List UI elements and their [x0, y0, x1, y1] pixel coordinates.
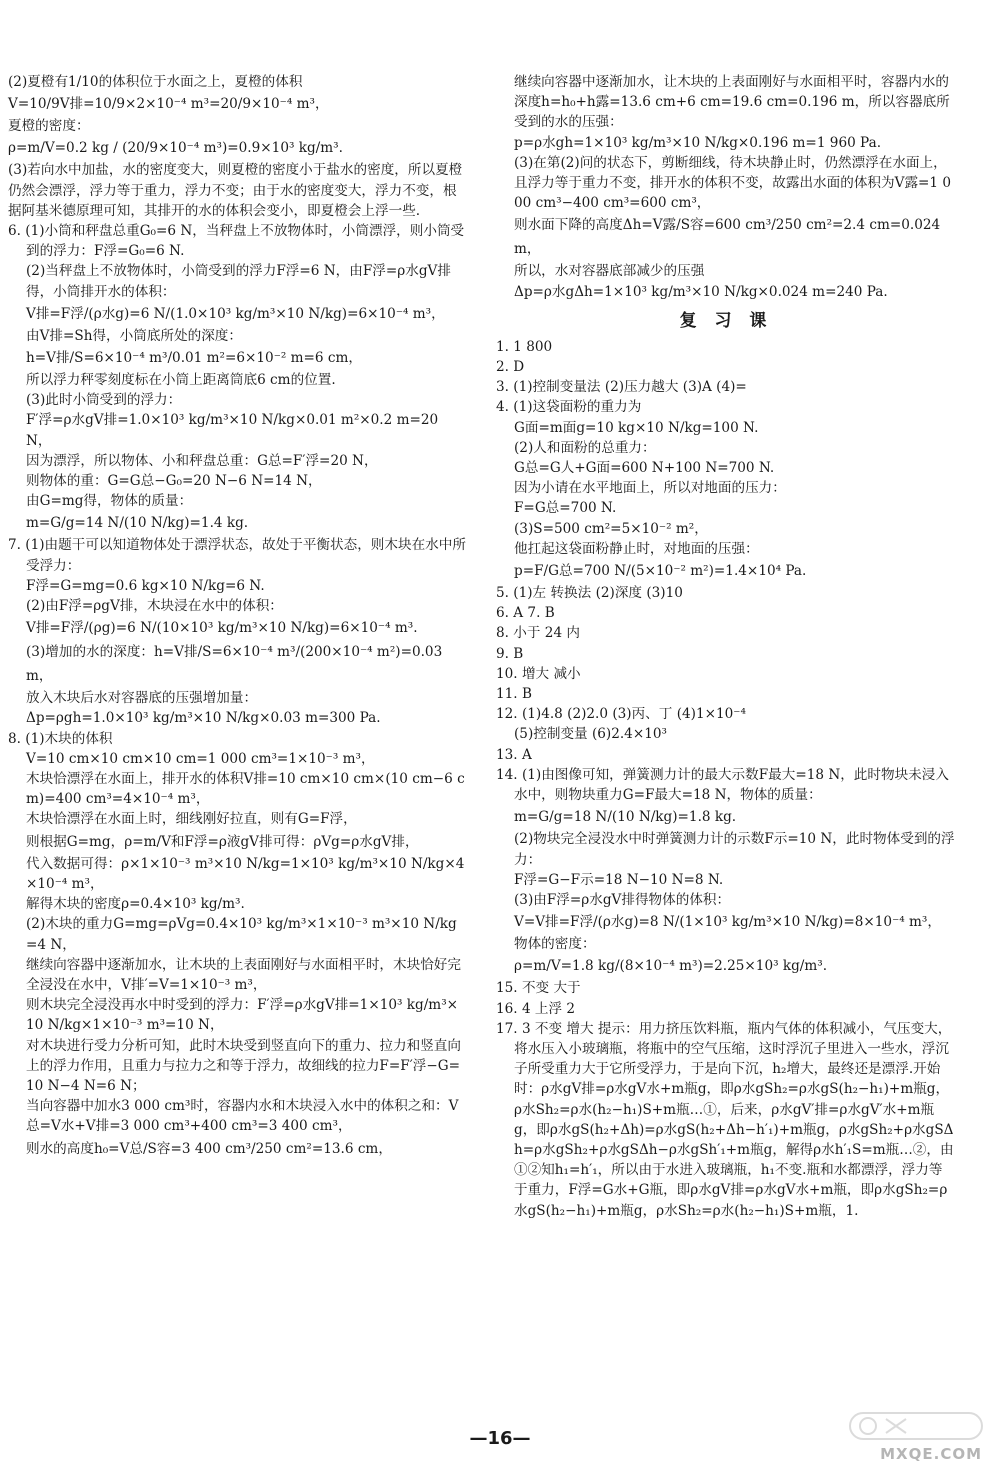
equation-line: m=G/g=18 N/(10 N/kg)=1.8 kg.: [514, 809, 737, 826]
answer-line: 他扛起这袋面粉静止时，对地面的压强：: [514, 540, 759, 557]
equation-line: G面=m面g=10 kg×10 N/kg=100 N.: [514, 419, 759, 436]
right-column: [496, 72, 956, 1221]
left-column: [8, 72, 466, 1161]
equation-line: p=F/G总=700 N/(5×10⁻² m²)=1.4×10⁴ Pa.: [514, 563, 807, 580]
review-answer: 15. 不变 大于: [496, 980, 581, 997]
equation-line: (3)增加的水的深度：h=V排/S=6×10⁻⁴ m³/(200×10⁻⁴ m²)=0.03 m，: [26, 644, 447, 685]
equation-line: ρ=m/V=1.8 kg/(8×10⁻⁴ m³)=2.25×10³ kg/m³.: [514, 958, 828, 975]
equation-line: V=10 cm×10 cm×10 cm=1 000 cm³=1×10⁻³ m³，: [26, 750, 375, 767]
answer-line: 木块恰漂浮在水面上时，细线刚好拉直，则有G=F浮，: [26, 811, 357, 828]
review-answer: 4. (1)这袋面粉的重力为: [496, 399, 642, 416]
equation-line: V=V排=F浮/(ρ水g)=8 N/(1×10³ kg/m³×10 N/kg)=8×10⁻⁴ m³，: [514, 914, 941, 931]
equation-line: F′浮=ρ水gV排=1.0×10³ kg/m³×10 N/kg×0.01 m²×0.2 m=20 N，: [26, 412, 443, 449]
review-answer: 3. (1)控制变量法 (2)压力越大 (3)A (4)=: [496, 379, 747, 396]
answer-line: 因为小请在水平地面上，所以对地面的压力：: [514, 480, 786, 497]
answer-line: 代入数据可得：ρ×1×10⁻³ m³×10 N/kg=1×10³ kg/m³×10 N/kg×4×10⁻⁴ m³，: [26, 855, 465, 892]
answer-line: 当向容器中加水3 000 cm³时，容器内水和木块浸入水中的体积之和：V总=V水+V排=3 000 cm³+400 cm³=3 400 cm³，: [26, 1098, 459, 1135]
answer-line: 由G=mg得，物体的质量：: [26, 493, 193, 510]
answer-line: (2)物块完全浸没水中时弹簧测力计的示数F示=10 N，此时物体受到的浮力：: [514, 831, 955, 868]
answer-line: (2)人和面粉的总重力：: [514, 439, 656, 456]
review-answer: 6. A 7. B: [496, 605, 555, 622]
review-answer: 13. A: [496, 746, 532, 763]
review-answer: 10. 增大 减小: [496, 665, 581, 682]
watermark-logo-icon: [846, 1409, 986, 1443]
equation-line: 则水的高度h₀=V总/S容=3 400 cm³/250 cm²=13.6 cm，: [26, 1140, 392, 1157]
equation-line: V排=F浮/(ρ水g)=6 N/(1.0×10³ kg/m³×10 N/kg)=6×10⁻⁴ m³，: [26, 305, 445, 322]
equation-line: 则根据G=mg，ρ=m/V和F浮=ρ液gV排可得：ρVg=ρ水gV排，: [26, 833, 419, 850]
equation-line: V排=F浮/(ρg)=6 N/(10×10³ kg/m³×10 N/kg)=6×10⁻⁴ m³.: [26, 620, 418, 637]
review-answer: 16. 4 上浮 2: [496, 1000, 576, 1017]
review-answer: 8. 小于 24 内: [496, 625, 581, 642]
answer-line: 木块恰漂浮在水面上，排开水的体积V排=10 cm×10 cm×(10 cm−6 cm)=400 cm³=4×10⁻⁴ m³，: [26, 771, 465, 808]
equation-line: F浮=G−F示=18 N−10 N=8 N.: [514, 871, 724, 888]
review-answer: 1. 1 800: [496, 338, 553, 355]
equation-line: Δp=ρ水gΔh=1×10³ kg/m³×10 N/kg×0.024 m=240 Pa.: [514, 283, 888, 300]
equation-line: G总=G人+G面=600 N+100 N=700 N.: [514, 460, 775, 477]
question-6: 6. (1)小筒和秤盘总重G₀=6 N，当秤盘上不放物体时，小筒漂浮，则小筒受到的浮力：F浮=G₀=6 N.: [8, 223, 465, 260]
equation-line: (3)S=500 cm²=5×10⁻² m²，: [514, 520, 708, 537]
answer-line: 则木块完全浸没再水中时受到的浮力：F′浮=ρ水gV排=1×10³ kg/m³×10 N/kg×1×10⁻³ m³=10 N，: [26, 997, 459, 1034]
answer-line: (3)由F浮=ρ水gV排得物体的体积：: [514, 891, 731, 908]
answer-line: 对木块进行受力分析可知，此时木块受到竖直向下的重力、拉力和竖直向上的浮力作用，且重力与拉力之和等于浮力，故细线的拉力F=F′浮−G=10 N−4 N=6 N；: [26, 1037, 461, 1094]
review-answer: 5. (1)左 转换法 (2)深度 (3)10: [496, 585, 683, 602]
answer-line: (2)木块的重力G=mg=ρVg=0.4×10³ kg/m³×1×10⁻³ m³×10 N/kg=4 N，: [26, 916, 457, 953]
equation-line: p=ρ水gh=1×10³ kg/m³×10 N/kg×0.196 m=1 960 Pa.: [514, 134, 882, 151]
equation-line: F=G总=700 N.: [514, 500, 617, 517]
answer-line: 则物体的重：G=G总−G₀=20 N−6 N=14 N，: [26, 473, 322, 490]
answer-line: 物体的密度：: [514, 936, 596, 953]
answer-line: 所以，水对容器底部减少的压强: [514, 263, 705, 280]
answer-line: (2)夏橙有1/10的体积位于水面之上，夏橙的体积: [8, 74, 303, 90]
answer-line: (2)当秤盘上不放物体时，小筒受到的浮力F浮=6 N，由F浮=ρ水gV排得，小筒排开水的体积：: [26, 263, 451, 300]
equation-line: m=G/g=14 N/(10 N/kg)=1.4 kg.: [26, 515, 249, 532]
answer-line: 继续向容器中逐渐加水，让木块的上表面刚好与水面相平时，木块恰好完全浸没在水中，V排′=V=1×10⁻³ m³，: [26, 956, 461, 993]
equation-line: Δp=ρgh=1.0×10³ kg/m³×10 N/kg×0.03 m=300 Pa.: [26, 710, 381, 727]
equation-line: V=10/9V排=10/9×2×10⁻⁴ m³=20/9×10⁻⁴ m³，: [8, 96, 329, 113]
answer-line: 所以浮力秤零刻度标在小筒上距离筒底6 cm的位置.: [26, 372, 336, 389]
section-title: 复 习 课: [679, 310, 773, 331]
equation-line: h=V排/S=6×10⁻⁴ m³/0.01 m²=6×10⁻² m=6 cm，: [26, 350, 362, 367]
question-8: 8. (1)木块的体积: [8, 730, 113, 747]
review-answer: 2. D: [496, 359, 525, 376]
answer-line: (3)在第(2)问的状态下，剪断细线，待木块静止时，仍然漂浮在水面上，且浮力等于重力不变，排开水的体积不变，故露出水面的体积为V露=1 000 cm³−400 cm³=600 cm³，: [514, 154, 952, 212]
answer-line: (3)此时小筒受到的浮力：: [26, 392, 182, 409]
watermark: [846, 1409, 986, 1463]
answer-line: 继续向容器中逐渐加水，让木块的上表面刚好与水面相平时，容器内水的深度h=h₀+h露=13.6 cm+6 cm=19.6 cm=0.196 m，所以容器底所受到的水的压强：: [514, 74, 950, 131]
answer-line: 解得木块的密度ρ=0.4×10³ kg/m³.: [26, 896, 245, 913]
review-answer: 14. (1)由图像可知，弹簧测力计的最大示数F最大=18 N，此时物块未浸入水中，则物块重力G=F最大=18 N，物体的质量：: [496, 766, 949, 804]
answer-line: 放入木块后水对容器底的压强增加量：: [26, 690, 258, 707]
watermark-site: MXQE.COM: [880, 1445, 982, 1463]
review-answer: 12. (1)4.8 (2)2.0 (3)丙、丁 (4)1×10⁻⁴: [496, 706, 746, 723]
question-7: 7. (1)由题干可以知道物体处于漂浮状态，故处于平衡状态，则木块在水中所受浮力：: [8, 537, 466, 574]
answer-line: 夏橙的密度：: [8, 118, 90, 135]
answer-line: 因为漂浮，所以物体、小和秤盘总重：G总=F′浮=20 N，: [26, 452, 378, 469]
equation-line: F浮=G=mg=0.6 kg×10 N/kg=6 N.: [26, 577, 265, 594]
answer-line: (2)由F浮=ρgV排，木块浸在水中的体积：: [26, 598, 283, 615]
review-answer: 11. B: [496, 686, 532, 703]
answer-line: 由V排=Sh得，小筒底所处的深度：: [26, 327, 242, 344]
page-number: —16—: [469, 1428, 531, 1449]
review-answer: 17. 3 不变 增大 提示：用力挤压饮料瓶，瓶内气体的体积减小，气压变大，将水压入小玻璃瓶，将瓶中的空气压缩，这时浮沉子里进入一些水，浮沉子所受重力大于它所受浮力，于是向下沉，h₂增大，最终还是漂浮.开始时：ρ水gV排=ρ水gV水+m瓶g，即ρ水gSh₂=ρ水gS(h₂−h₁)+m瓶g，ρ水Sh₂=ρ水(h₂−h₁)S+m瓶…①，后来，ρ水gV′排=ρ水gV′水+m瓶g，即ρ水gS(h₂+Δh)=ρ水gS(h₂+Δh−h′₁)+m瓶g，ρ水gSh₂+ρ水gSΔh=ρ水gSh₂+ρ水gSΔh−ρ水gSh′₁+m瓶g，解得ρ水h′₁S=m瓶…②，由①②知h₁=h′₁，所以由于水进入玻璃瓶，h₁不变.瓶和水都漂浮，浮力等于重力，F浮=G水+G瓶，即ρ水gV排=ρ水gV水+m瓶，即ρ水gSh₂=ρ水gS(h₂−h₁)+m瓶g，ρ水Sh₂=ρ水(h₂−h₁)S+m瓶，1.: [496, 1020, 954, 1219]
review-answer: 9. B: [496, 645, 524, 662]
review-answer: (5)控制变量 (6)2.4×10³: [514, 726, 667, 743]
equation-line: ρ=m/V=0.2 kg / (20/9×10⁻⁴ m³)=0.9×10³ kg/m³.: [8, 140, 343, 157]
equation-line: 则水面下降的高度Δh=V露/S容=600 cm³/250 cm²=2.4 cm=0.024 m，: [514, 217, 945, 258]
answer-paragraph: (3)若向水中加盐，水的密度变大，则夏橙的密度小于盐水的密度，所以夏橙仍然会漂浮，浮力等于重力，浮力不变；由于水的密度变大，浮力不变，根据阿基米德原理可知，其排开的水的体积会变小，即夏橙会上浮一些.: [8, 162, 463, 219]
